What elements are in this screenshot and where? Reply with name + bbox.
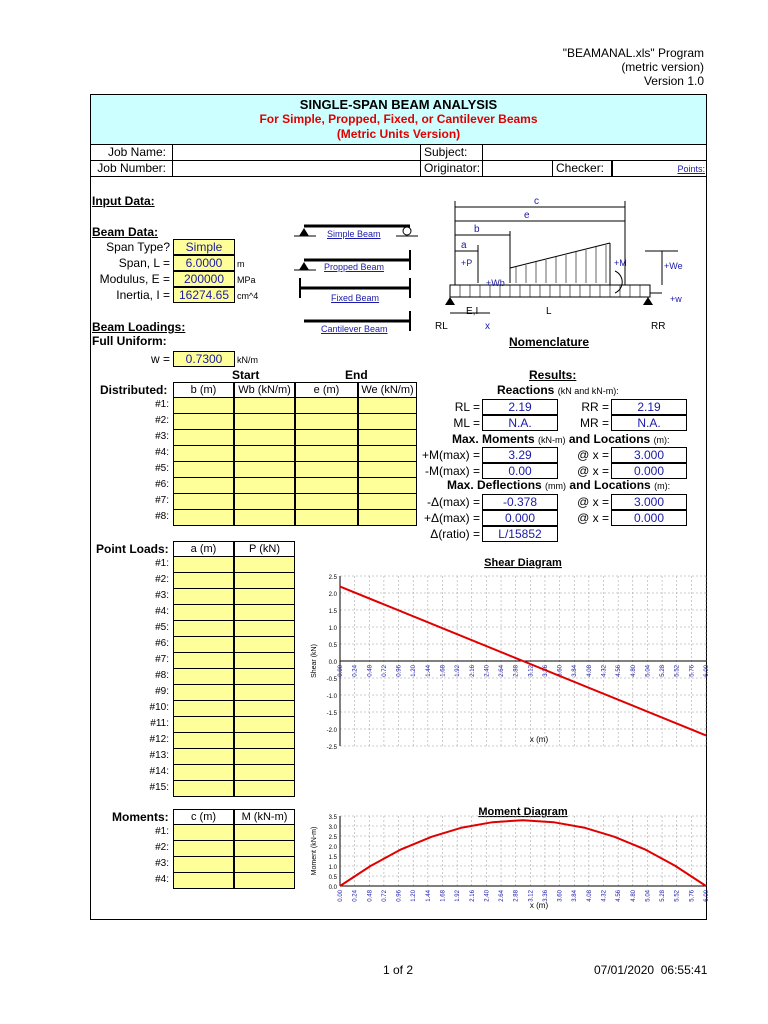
chart-x-tick-label: 1.92 xyxy=(455,890,462,902)
nom-rl: RL xyxy=(435,321,448,332)
job-number-label: Job Number: xyxy=(97,161,166,175)
nom-ei: E,I xyxy=(466,306,479,317)
neg-d-x-label: @ x = xyxy=(577,495,609,509)
point-load-input-cell[interactable] xyxy=(234,685,295,701)
span-unit: m xyxy=(237,259,245,269)
pos-d-x-label: @ x = xyxy=(577,511,609,525)
point-load-input-cell[interactable] xyxy=(234,717,295,733)
job-number-row xyxy=(90,161,707,177)
moment-load-row-label: #3: xyxy=(155,858,169,869)
neg-m-value: 0.00 xyxy=(482,463,558,479)
point-load-input-cell[interactable] xyxy=(234,781,295,797)
deflection-locations-label: and Locations xyxy=(569,478,651,492)
chart-y-tick-label: -2.0 xyxy=(326,728,337,734)
moment-load-row-label: #1: xyxy=(155,826,169,837)
chart-x-tick-label: 0.24 xyxy=(352,665,359,677)
nom-p: +P xyxy=(461,258,473,268)
point-load-input-cell[interactable] xyxy=(234,605,295,621)
start-label: Start xyxy=(232,368,260,382)
point-load-col-header: a (m) xyxy=(173,541,234,557)
neg-m-x-label: @ x = xyxy=(577,464,609,478)
subject-field[interactable] xyxy=(482,145,707,160)
moment-load-input-cell[interactable] xyxy=(234,873,295,889)
distributed-input-cell[interactable] xyxy=(358,510,417,526)
point-load-input-cell[interactable] xyxy=(234,653,295,669)
point-load-row-label: #1: xyxy=(155,558,169,569)
beam-type-cantilever[interactable]: Cantilever Beam xyxy=(321,324,388,334)
distributed-input-cell[interactable] xyxy=(295,446,358,462)
mr-value: N.A. xyxy=(611,415,687,431)
chart-x-tick-label: 5.52 xyxy=(674,665,681,677)
max-moments-unit: (kN-m) xyxy=(538,435,566,445)
distributed-input-cell[interactable] xyxy=(173,398,234,414)
ratio-value: L/15852 xyxy=(482,526,558,542)
chart-x-axis-label: x (m) xyxy=(529,901,549,910)
max-deflections-label: Max. Deflections xyxy=(447,478,542,492)
distributed-col-header: Wb (kN/m) xyxy=(234,382,295,398)
moment-load-col-header: c (m) xyxy=(173,809,234,825)
point-load-input-cell[interactable] xyxy=(234,589,295,605)
point-load-input-cell[interactable] xyxy=(173,653,234,669)
point-load-row-label: #13: xyxy=(149,750,169,761)
distributed-input-cell[interactable] xyxy=(234,398,295,414)
distributed-input-cell[interactable] xyxy=(234,462,295,478)
chart-x-tick-label: 1.44 xyxy=(425,890,432,902)
distributed-input-cell[interactable] xyxy=(234,446,295,462)
job-name-field[interactable] xyxy=(172,145,420,160)
point-loads-heading: Point Loads: xyxy=(96,542,169,556)
point-load-input-cell[interactable] xyxy=(234,765,295,781)
chart-x-tick-label: 6.00 xyxy=(704,890,710,902)
reactions-label: Reactions xyxy=(497,383,555,397)
job-name-row xyxy=(90,145,707,161)
distributed-input-cell[interactable] xyxy=(295,398,358,414)
point-load-row-label: #14: xyxy=(149,766,169,777)
chart-x-tick-label: 5.76 xyxy=(689,665,696,677)
distributed-input-cell[interactable] xyxy=(234,430,295,446)
chart-y-tick-label: 1.0 xyxy=(328,865,337,871)
distributed-col-header: We (kN/m) xyxy=(358,382,417,398)
point-load-input-cell[interactable] xyxy=(234,621,295,637)
program-name: "BEAMANAL.xls" Program xyxy=(562,46,704,60)
subject-label: Subject: xyxy=(420,145,482,160)
point-load-input-cell[interactable] xyxy=(234,669,295,685)
distributed-row-label: #7: xyxy=(155,495,169,506)
nom-w: +w xyxy=(670,294,682,304)
chart-x-tick-label: 1.68 xyxy=(440,890,447,902)
inertia-unit: cm^4 xyxy=(237,291,259,301)
pos-m-label: +M(max) = xyxy=(421,448,480,462)
originator-label: Originator: xyxy=(420,161,482,176)
footer-timestamp xyxy=(594,963,707,977)
point-load-input-cell[interactable] xyxy=(234,701,295,717)
ml-value: N.A. xyxy=(482,415,558,431)
w-label: w = xyxy=(150,352,170,366)
ratio-label: Δ(ratio) = xyxy=(430,527,480,541)
point-load-input-cell[interactable] xyxy=(173,749,234,765)
chart-x-tick-label: 1.20 xyxy=(411,890,418,902)
max-moments-heading xyxy=(452,432,670,447)
pos-d-value: 0.000 xyxy=(482,510,558,526)
chart-x-tick-label: 4.80 xyxy=(630,890,637,902)
chart-x-tick-label: 5.04 xyxy=(645,665,652,677)
uniform-load-unit: kN/m xyxy=(237,355,258,365)
point-load-input-cell[interactable] xyxy=(173,685,234,701)
reactions-unit: (kN and kN-m): xyxy=(557,386,619,396)
moment-load-col-header: M (kN-m) xyxy=(234,809,295,825)
chart-y-tick-label: 2.0 xyxy=(328,592,337,598)
neg-m-x-value: 0.000 xyxy=(611,463,687,479)
moment-load-input-cell[interactable] xyxy=(234,841,295,857)
distributed-input-cell[interactable] xyxy=(295,414,358,430)
pos-m-value: 3.29 xyxy=(482,447,558,463)
chart-x-tick-label: 4.32 xyxy=(601,665,608,677)
chart-y-tick-label: -2.5 xyxy=(326,745,337,750)
point-load-row-label: #9: xyxy=(155,686,169,697)
pos-d-label: +Δ(max) = xyxy=(423,511,480,525)
full-uniform-heading: Full Uniform: xyxy=(92,334,167,348)
point-load-input-cell[interactable] xyxy=(173,621,234,637)
chart-y-tick-label: 3.0 xyxy=(328,825,337,831)
neg-d-x-value: 3.000 xyxy=(611,494,687,510)
span-type-label: Span Type? xyxy=(106,240,170,254)
beam-data-heading: Beam Data: xyxy=(92,225,159,239)
chart-x-tick-label: 5.28 xyxy=(660,890,667,902)
max-deflections-heading xyxy=(447,478,670,493)
chart-x-tick-label: 2.88 xyxy=(513,665,520,677)
title-box xyxy=(90,94,707,145)
distributed-input-cell[interactable] xyxy=(173,494,234,510)
beam-type-simple[interactable]: Simple Beam xyxy=(327,229,381,239)
chart-y-axis-label: Shear (kN) xyxy=(311,644,318,678)
point-load-input-cell[interactable] xyxy=(173,701,234,717)
nom-l: L xyxy=(546,306,552,317)
distributed-input-cell[interactable] xyxy=(234,510,295,526)
neg-d-label: -Δ(max) = xyxy=(426,495,480,509)
chart-x-tick-label: 2.64 xyxy=(499,890,506,902)
nom-m: +M xyxy=(614,258,627,268)
chart-x-tick-label: 1.44 xyxy=(425,665,432,677)
chart-x-tick-label: 0.72 xyxy=(381,665,388,677)
chart-y-tick-label: 0.5 xyxy=(328,875,337,881)
chart-y-tick-label: -1.5 xyxy=(326,711,337,717)
nom-rr: RR xyxy=(651,321,666,332)
point-load-row-label: #6: xyxy=(155,638,169,649)
points-link[interactable]: Points: xyxy=(677,164,705,174)
modulus-input[interactable]: 200000 xyxy=(173,271,235,287)
nom-c: c xyxy=(534,196,539,207)
point-load-row-label: #4: xyxy=(155,606,169,617)
uniform-load-input[interactable]: 0.7300 xyxy=(173,351,235,367)
chart-x-tick-label: 3.36 xyxy=(542,665,549,677)
chart-x-tick-label: 4.56 xyxy=(616,890,623,902)
moment-load-input-cell[interactable] xyxy=(173,873,234,889)
chart-x-tick-label: 0.00 xyxy=(338,890,344,902)
chart-x-tick-label: 2.64 xyxy=(499,665,506,677)
beam-type-propped[interactable]: Propped Beam xyxy=(324,262,385,272)
point-load-input-cell[interactable] xyxy=(234,733,295,749)
footer-time: 06:55:41 xyxy=(660,963,708,977)
point-load-row-label: #12: xyxy=(149,734,169,745)
chart-x-tick-label: 5.76 xyxy=(689,890,696,902)
point-load-row-label: #10: xyxy=(149,702,169,713)
max-moments-label: Max. Moments xyxy=(452,432,535,446)
distributed-input-cell[interactable] xyxy=(295,478,358,494)
chart-x-tick-label: 0.96 xyxy=(396,665,403,677)
distributed-input-cell[interactable] xyxy=(295,462,358,478)
distributed-row-label: #4: xyxy=(155,447,169,458)
sheet-subtitle: For Simple, Propped, Fixed, or Cantilever Beams xyxy=(259,112,538,126)
chart-x-tick-label: 5.52 xyxy=(674,890,681,902)
chart-x-tick-label: 6.00 xyxy=(704,665,710,677)
distributed-input-cell[interactable] xyxy=(358,430,417,446)
chart-x-tick-label: 3.60 xyxy=(557,665,564,677)
originator-field[interactable] xyxy=(482,161,552,176)
chart-y-tick-label: 0.0 xyxy=(328,660,337,666)
distributed-row-label: #5: xyxy=(155,463,169,474)
moments-heading: Moments: xyxy=(112,810,169,824)
chart-title: Shear Diagram xyxy=(484,557,562,569)
chart-x-tick-label: 2.88 xyxy=(513,890,520,902)
chart-y-tick-label: 1.5 xyxy=(328,855,337,861)
chart-x-tick-label: 4.08 xyxy=(586,890,593,902)
distributed-input-cell[interactable] xyxy=(295,430,358,446)
sheet-title: SINGLE-SPAN BEAM ANALYSIS xyxy=(299,97,498,112)
job-number-field[interactable] xyxy=(172,161,420,176)
beam-loadings-heading: Beam Loadings: xyxy=(92,320,186,334)
chart-x-tick-label: 1.92 xyxy=(455,665,462,677)
modulus-label: Modulus, E = xyxy=(99,272,170,286)
chart-y-tick-label: 0.0 xyxy=(328,885,337,891)
footer-date: 07/01/2020 xyxy=(594,963,655,977)
chart-x-tick-label: 1.68 xyxy=(440,665,447,677)
chart-title: Moment Diagram xyxy=(478,806,568,818)
rr-label: RR = xyxy=(581,400,609,414)
shear-diagram-chart xyxy=(308,554,712,750)
point-load-col-header: P (kN) xyxy=(234,541,295,557)
moment-load-input-cell[interactable] xyxy=(173,841,234,857)
end-label: End xyxy=(345,368,368,382)
distributed-row-label: #2: xyxy=(155,415,169,426)
mr-label: MR = xyxy=(579,416,609,430)
moment-diagram-chart xyxy=(308,802,712,916)
nom-x: x xyxy=(485,321,490,332)
deflection-locations-unit: (m): xyxy=(654,481,671,491)
chart-x-tick-label: 3.84 xyxy=(572,665,579,677)
distributed-row-label: #1: xyxy=(155,399,169,410)
point-load-row-label: #2: xyxy=(155,574,169,585)
nomenclature-title: Nomenclature xyxy=(509,335,590,349)
chart-y-tick-label: 2.0 xyxy=(328,845,337,851)
distributed-input-cell[interactable] xyxy=(358,462,417,478)
chart-x-tick-label: 0.48 xyxy=(367,665,374,677)
chart-y-tick-label: 0.5 xyxy=(328,643,337,649)
point-load-input-cell[interactable] xyxy=(173,765,234,781)
rl-value: 2.19 xyxy=(482,399,558,415)
distributed-input-cell[interactable] xyxy=(358,446,417,462)
moment-load-input-cell[interactable] xyxy=(173,825,234,841)
distributed-input-cell[interactable] xyxy=(358,414,417,430)
span-label: Span, L = xyxy=(118,256,170,270)
distributed-input-cell[interactable] xyxy=(358,478,417,494)
point-load-input-cell[interactable] xyxy=(173,557,234,573)
chart-x-tick-label: 1.20 xyxy=(411,665,418,677)
pos-m-x-value: 3.000 xyxy=(611,447,687,463)
modulus-unit: MPa xyxy=(237,275,256,285)
distributed-row-label: #3: xyxy=(155,431,169,442)
distributed-input-cell[interactable] xyxy=(234,494,295,510)
moment-load-input-cell[interactable] xyxy=(234,825,295,841)
point-load-row-label: #8: xyxy=(155,670,169,681)
point-load-row-label: #11: xyxy=(150,718,169,729)
distributed-input-cell[interactable] xyxy=(173,430,234,446)
point-load-input-cell[interactable] xyxy=(173,573,234,589)
chart-x-tick-label: 3.12 xyxy=(528,665,535,677)
point-load-input-cell[interactable] xyxy=(173,589,234,605)
chart-y-tick-label: -0.5 xyxy=(326,677,337,683)
point-load-input-cell[interactable] xyxy=(173,733,234,749)
distributed-input-cell[interactable] xyxy=(234,414,295,430)
job-name-label: Job Name: xyxy=(107,145,166,159)
point-load-input-cell[interactable] xyxy=(173,669,234,685)
chart-y-tick-label: 3.5 xyxy=(328,815,337,821)
max-deflections-unit: (mm) xyxy=(545,481,567,491)
chart-x-tick-label: 0.96 xyxy=(396,890,403,902)
chart-x-tick-label: 5.04 xyxy=(645,890,652,902)
distributed-col-header: b (m) xyxy=(173,382,234,398)
chart-x-tick-label: 3.36 xyxy=(542,890,549,902)
chart-x-tick-label: 2.40 xyxy=(484,665,491,677)
distributed-input-cell[interactable] xyxy=(295,510,358,526)
program-header xyxy=(563,46,704,88)
chart-x-tick-label: 4.80 xyxy=(630,665,637,677)
chart-x-tick-label: 2.16 xyxy=(469,890,476,902)
moment-load-row-label: #2: xyxy=(155,842,169,853)
chart-x-tick-label: 0.72 xyxy=(381,890,388,902)
span-type-select[interactable]: Simple xyxy=(173,239,235,255)
inertia-label: Inertia, I = xyxy=(116,288,170,302)
distributed-input-cell[interactable] xyxy=(173,478,234,494)
nom-b: b xyxy=(474,224,480,235)
distributed-input-cell[interactable] xyxy=(173,414,234,430)
distributed-input-cell[interactable] xyxy=(358,494,417,510)
moment-load-row-label: #4: xyxy=(155,874,169,885)
checker-label: Checker: xyxy=(552,161,612,176)
distributed-input-cell[interactable] xyxy=(173,446,234,462)
point-load-input-cell[interactable] xyxy=(234,557,295,573)
chart-x-tick-label: 0.00 xyxy=(338,665,344,677)
chart-y-tick-label: 1.5 xyxy=(328,609,337,615)
chart-y-tick-label: 2.5 xyxy=(328,835,337,841)
chart-x-axis-label: x (m) xyxy=(529,735,549,744)
chart-x-tick-label: 2.40 xyxy=(484,890,491,902)
chart-y-tick-label: -1.0 xyxy=(326,694,337,700)
nom-e: e xyxy=(524,210,530,221)
point-load-input-cell[interactable] xyxy=(173,637,234,653)
rr-value: 2.19 xyxy=(611,399,687,415)
beam-type-fixed[interactable]: Fixed Beam xyxy=(331,293,380,303)
distributed-input-cell[interactable] xyxy=(173,510,234,526)
chart-x-tick-label: 4.56 xyxy=(616,665,623,677)
chart-x-tick-label: 4.32 xyxy=(601,890,608,902)
chart-x-tick-label: 5.28 xyxy=(660,665,667,677)
neg-d-value: -0.378 xyxy=(482,494,558,510)
chart-y-tick-label: 2.5 xyxy=(328,575,337,581)
chart-x-tick-label: 0.48 xyxy=(367,890,374,902)
distributed-row-label: #6: xyxy=(155,479,169,490)
moment-locations-unit: (m): xyxy=(653,435,670,445)
nom-we: +We xyxy=(664,261,683,271)
distributed-input-cell[interactable] xyxy=(358,398,417,414)
chart-x-tick-label: 4.08 xyxy=(586,665,593,677)
moment-locations-label: and Locations xyxy=(568,432,651,446)
program-version-type: (metric version) xyxy=(621,60,704,74)
chart-x-tick-label: 3.84 xyxy=(572,890,579,902)
nom-wb: +Wb xyxy=(486,278,505,288)
distributed-row-label: #8: xyxy=(155,511,169,522)
pos-d-x-value: 0.000 xyxy=(611,510,687,526)
chart-series-line xyxy=(340,820,706,886)
distributed-col-header: e (m) xyxy=(295,382,358,398)
chart-y-axis-label: Moment (kN-m) xyxy=(311,826,318,876)
sheet-units-note: (Metric Units Version) xyxy=(336,127,461,141)
ml-label: ML = xyxy=(453,416,480,430)
chart-x-tick-label: 3.60 xyxy=(557,890,564,902)
rl-label: RL = xyxy=(454,400,480,414)
chart-x-tick-label: 3.12 xyxy=(528,890,535,902)
span-input[interactable]: 6.0000 xyxy=(173,255,235,271)
point-load-input-cell[interactable] xyxy=(173,781,234,797)
point-load-input-cell[interactable] xyxy=(173,605,234,621)
chart-x-tick-label: 2.16 xyxy=(469,665,476,677)
reactions-heading xyxy=(497,383,619,398)
distributed-input-cell[interactable] xyxy=(295,494,358,510)
distributed-input-cell[interactable] xyxy=(234,478,295,494)
point-load-row-label: #5: xyxy=(155,622,169,633)
point-load-row-label: #3: xyxy=(155,590,169,601)
moment-load-input-cell[interactable] xyxy=(173,857,234,873)
nom-a: a xyxy=(461,240,467,251)
results-heading: Results: xyxy=(529,368,577,382)
point-load-row-label: #7: xyxy=(155,654,169,665)
chart-x-tick-label: 0.24 xyxy=(352,890,359,902)
distributed-heading: Distributed: xyxy=(100,383,168,397)
distributed-input-cell[interactable] xyxy=(173,462,234,478)
point-load-row-label: #15: xyxy=(149,782,169,793)
inertia-input[interactable]: 16274.65 xyxy=(173,287,235,303)
input-data-heading: Input Data: xyxy=(92,194,155,208)
moment-load-input-cell[interactable] xyxy=(234,857,295,873)
neg-m-label: -M(max) = xyxy=(425,464,480,478)
page-number: 1 of 2 xyxy=(383,963,414,977)
program-version: Version 1.0 xyxy=(643,74,704,88)
point-load-input-cell[interactable] xyxy=(234,573,295,589)
point-load-input-cell[interactable] xyxy=(234,637,295,653)
chart-y-tick-label: 1.0 xyxy=(328,626,337,632)
pos-m-x-label: @ x = xyxy=(577,448,609,462)
point-load-input-cell[interactable] xyxy=(173,717,234,733)
point-load-input-cell[interactable] xyxy=(234,749,295,765)
